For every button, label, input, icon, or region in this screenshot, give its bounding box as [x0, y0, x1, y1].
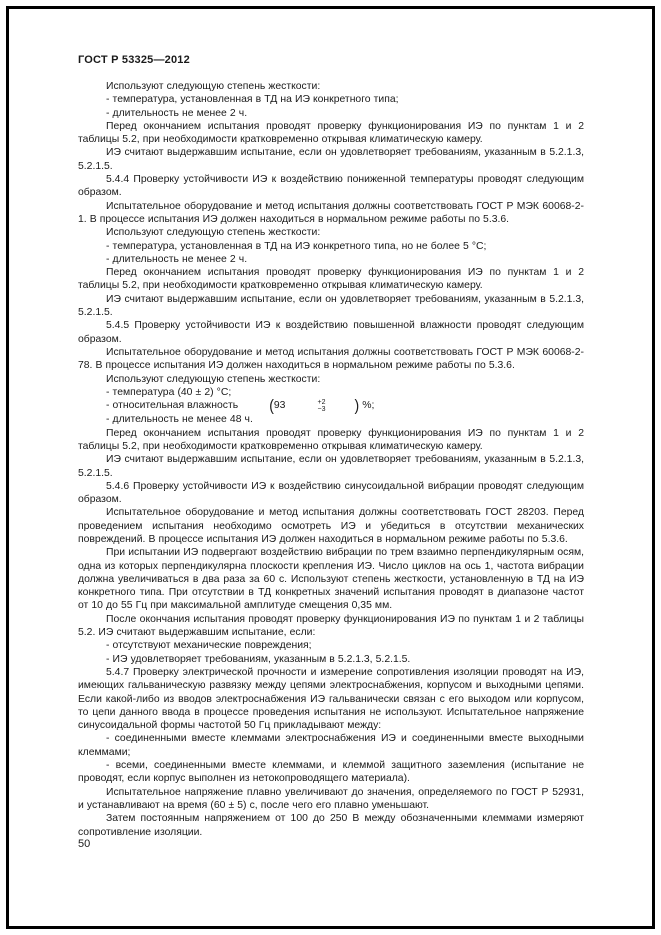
paragraph: Перед окончанием испытания проводят проверку функционирования ИЭ по пунктам 1 и 2 таблицы 5.2, при необходимости кратковременно открывая климатическую камеру. — [78, 267, 584, 292]
section-paragraph: 5.4.7 Проверку электрической прочности и измерение сопротивления изоляции проводят на ИЭ, имеющих гальваническую развязку между цепями электроснабжения, корпусом и выходными цепями. Если какой-либо из вводов электроснабжения ИЭ гальванически связан с его выходом или корпусом, то цепи данного ввода в процессе проведения испытания не используют. Испытательное напряжение синусоидальной формы частотой 50 Гц прикладывают между: — [78, 666, 584, 732]
paragraph: После окончания испытания проводят проверку функционирования ИЭ по пунктам 1 и 2 таблицы 5.2. ИЭ считают выдержавшим испытание, если: — [78, 613, 584, 639]
list-item: - всеми, соединенными вместе клеммами, и клеммой защитного заземления (испытание не проводят, если корпус выполнен из нетокопроводящего материала). — [78, 760, 584, 785]
page-number: 50 — [78, 838, 91, 850]
list-item: - температура, установленная в ТД на ИЭ конкретного типа, но не более 5 °С; — [106, 240, 487, 252]
section-paragraph: 5.4.5 Проверку устойчивости ИЭ к воздействию повышенной влажности проводят следующим образом. — [78, 320, 584, 345]
paragraph: Испытательное напряжение плавно увеличивают до значения, определяемого по ГОСТ Р 52931, и устанавливают на время (60 ± 5) с, после чего его плавно уменьшают. — [78, 786, 584, 811]
paragraph: Испытательное оборудование и метод испытания должны соответствовать ГОСТ Р МЭК 60068-2-1. В процессе испытания ИЭ должен находиться в нормальном режиме работы по 5.3.6. — [78, 200, 584, 225]
paragraph: ИЭ считают выдержавшим испытание, если он удовлетворяет требованиям, указанным в 5.2.1.3, 5.2.1.5. — [78, 454, 584, 479]
section-paragraph: 5.4.6 Проверку устойчивости ИЭ к воздействию синусоидальной вибрации проводят следующим образом. — [78, 480, 584, 506]
formula-open-paren: ( — [269, 395, 274, 415]
paragraph: ИЭ считают выдержавшим испытание, если он удовлетворяет требованиям, указанным в 5.2.1.3, 5.2.1.5. — [78, 293, 584, 319]
document-body — [78, 80, 584, 836]
paragraph: Перед окончанием испытания проводят проверку функционирования ИЭ по пунктам 1 и 2 таблицы 5.2, при необходимости кратковременно открывая климатическую камеру. — [78, 427, 584, 452]
paragraph: Перед окончанием испытания проводят проверку функционирования ИЭ по пунктам 1 и 2 таблицы 5.2, при необходимости кратковременно открывая климатическую камеру. — [78, 120, 584, 146]
paragraph: Используют следующую степень жесткости: — [106, 227, 321, 239]
paragraph: Испытательное оборудование и метод испытания должны соответствовать ГОСТ Р МЭК 60068-2-78. В процессе испытания ИЭ должен находиться в нормальном режиме работы по 5.3.6. — [78, 346, 584, 372]
list-item: - длительность не менее 48 ч. — [106, 414, 253, 426]
paragraph: Затем постоянным напряжением от 100 до 250 В между обозначенными клеммами измеряют сопротивление изоляции. — [78, 813, 584, 836]
list-item: - длительность не менее 2 ч. — [106, 107, 248, 119]
formula-close-paren: ) — [354, 395, 360, 415]
paragraph: Испытательное оборудование и метод испытания должны соответствовать ГОСТ 28203. Перед проведением испытания необходимо осмотреть ИЭ и убедиться в отсутствии механических повреждений. В процессе испытания ИЭ должен находиться в нормальном режиме работы по 5.3.6. — [78, 507, 584, 545]
paragraph: При испытании ИЭ подвергают воздействию вибрации по трем взаимно перпендикулярным осям, одна из которых перпендикулярна плоскости крепления ИЭ. Число циклов на ось 1, частота вибрации должна увеличиваться в два раза за 60 с. Используют степень жесткости, установленную в ТД на ИЭ конкретного типа. При отсутствии в ТД конкретных значений испытания проводят в диапазоне частот от 10 до 55 Гц при максимальной амплитуде смещения 0,35 мм. — [78, 547, 584, 612]
section-paragraph: 5.4.4 Проверку устойчивости ИЭ к воздействию пониженной температуры проводят следующим образом. — [78, 174, 584, 199]
list-item: - температура, установленная в ТД на ИЭ конкретного типа; — [106, 94, 399, 106]
paragraph: Используют следующую степень жесткости: — [106, 81, 321, 92]
list-item: - отсутствуют механические повреждения; — [106, 640, 312, 652]
list-item: - соединенными вместе клеммами электроснабжения ИЭ и соединенными вместе выходными клеммами; — [78, 733, 584, 758]
list-item: - относительная влажность (93 +2 −3 ) %; — [106, 395, 375, 415]
list-item: - ИЭ удовлетворяет требованиям, указанным в 5.2.1.3, 5.2.1.5. — [106, 653, 411, 665]
paragraph: ИЭ считают выдержавшим испытание, если он удовлетворяет требованиям, указанным в 5.2.1.3, 5.2.1.5. — [78, 147, 584, 172]
tolerance-sup-sub: +2 −3 — [317, 399, 326, 414]
list-item: - длительность не менее 2 ч. — [106, 253, 248, 265]
list-item: - температура (40 ± 2) °С; — [106, 386, 232, 398]
paragraph: Используют следующую степень жесткости: — [106, 373, 321, 385]
document-header-standard-number: ГОСТ Р 53325—2012 — [78, 54, 190, 66]
